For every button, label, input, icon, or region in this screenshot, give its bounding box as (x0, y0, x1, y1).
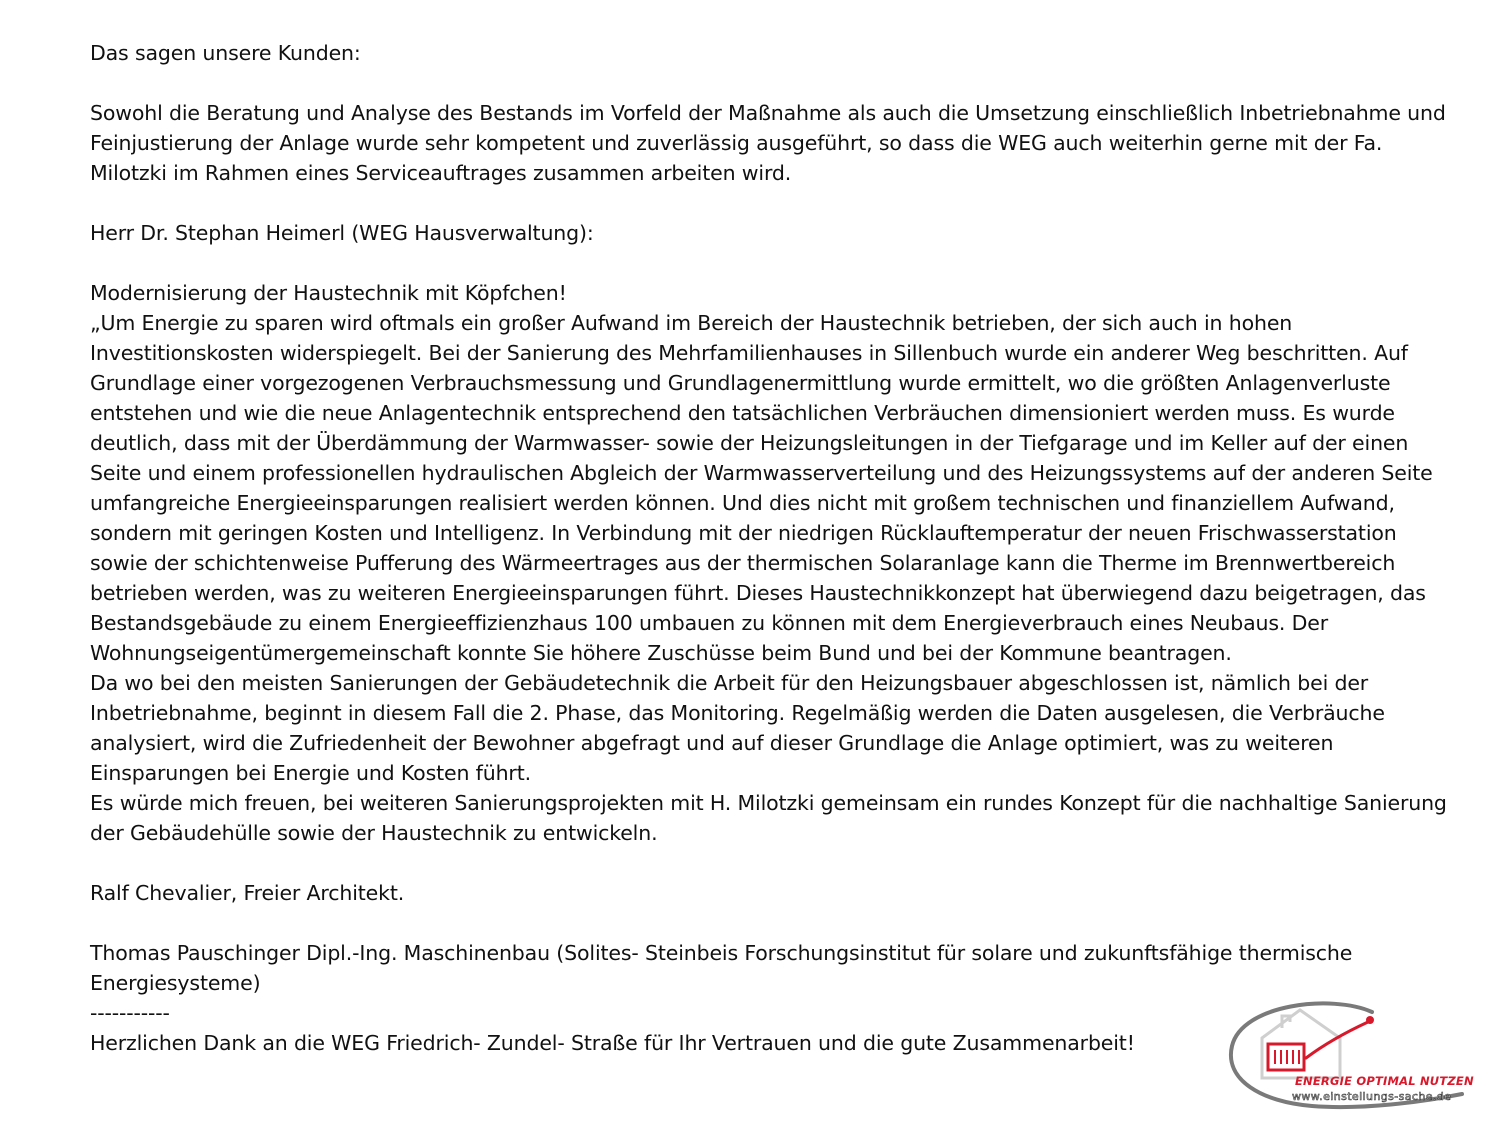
paragraph-line: „Um Energie zu sparen wird oftmals ein großer Aufwand im Bereich der Haustechnik betrieben, der sich auch in hohen (90, 311, 1293, 335)
company-logo (1222, 998, 1490, 1110)
paragraph-line: umfangreiche Energieeinsparungen realisiert werden können. Und dies nicht mit großem technischen und finanziellem Aufwand, (90, 491, 1395, 515)
author-line: Thomas Pauschinger Dipl.-Ing. Maschinenbau (Solites- Steinbeis Forschungsinstitut für solare und zukunftsfähige thermische (90, 941, 1353, 965)
paragraph-line: Investitionskosten widerspiegelt. Bei der Sanierung des Mehrfamilienhauses in Sillenbuch wurde ein anderer Weg beschritten. Auf (90, 341, 1408, 365)
dot-icon (1366, 1016, 1374, 1024)
blank-line (90, 248, 1475, 278)
paragraph-line: entstehen und wie die neue Anlagentechnik entsprechend den tatsächlichen Verbräuchen dimensioniert werden muss. Es wurde (90, 401, 1395, 425)
paragraph-line: Seite und einem professionellen hydraulischen Abgleich der Warmwasserverteilung und des Heizungssystems auf der anderen Seite (90, 461, 1433, 485)
paragraph-line: Da wo bei den meisten Sanierungen der Gebäudetechnik die Arbeit für den Heizungsbauer abgeschlossen ist, nämlich bei der (90, 671, 1369, 695)
separator-line: ----------- (90, 1001, 170, 1025)
paragraph-line: Sowohl die Beratung und Analyse des Bestands im Vorfeld der Maßnahme als auch die Umsetzung einschließlich Inbetriebnahme und (90, 101, 1446, 125)
heading-customers: Das sagen unsere Kunden: (90, 41, 361, 65)
paragraph-line: Grundlage einer vorgezogenen Verbrauchsmessung und Grundlagenermittlung wurde ermittelt, wo die größten Anlagenverluste (90, 371, 1391, 395)
author-line: Energiesysteme) (90, 971, 261, 995)
blank-line (90, 68, 1475, 98)
paragraph-line: Inbetriebnahme, beginnt in diesem Fall die 2. Phase, das Monitoring. Regelmäßig werden die Daten ausgelesen, die Verbräuche (90, 701, 1385, 725)
blank-line (90, 188, 1475, 218)
paragraph-line: Einsparungen bei Energie und Kosten führt. (90, 761, 531, 785)
author-line: Ralf Chevalier, Freier Architekt. (90, 881, 405, 905)
section-heading: Modernisierung der Haustechnik mit Köpfchen! (90, 281, 567, 305)
paragraph-line: deutlich, dass mit der Überdämmung der Warmwasser- sowie der Heizungsleitungen in der Tiefgarage und im Keller auf der einen (90, 431, 1409, 455)
paragraph-line: Feinjustierung der Anlage wurde sehr kompetent und zuverlässig ausgeführt, so dass die WEG auch weiterhin gerne mit der Fa. (90, 131, 1383, 155)
paragraph-line: analysiert, wird die Zufriedenheit der Bewohner abgefragt und auf dieser Grundlage die Anlage optimiert, was zu weiteren (90, 731, 1334, 755)
blank-line (90, 848, 1475, 878)
logo-url: www.einstellungs-sache.de (1292, 1090, 1452, 1103)
paragraph-line: sondern mit geringen Kosten und Intelligenz. In Verbindung mit der niedrigen Rücklauftemperatur der neuen Frischwasserstation (90, 521, 1397, 545)
paragraph-line: der Gebäudehülle sowie der Haustechnik zu entwickeln. (90, 821, 658, 845)
blank-line (90, 908, 1475, 938)
paragraph-line: Bestandsgebäude zu einem Energieeffizienzhaus 100 umbauen zu können mit dem Energieverbrauch eines Neubaus. Der (90, 611, 1328, 635)
thanks-line: Herzlichen Dank an die WEG Friedrich- Zundel- Straße für Ihr Vertrauen und die gute Zusammenarbeit! (90, 1031, 1135, 1055)
arrow-swoosh-icon (1306, 1022, 1368, 1058)
paragraph-line: Wohnungseigentümergemeinschaft konnte Sie höhere Zuschüsse beim Bund und bei der Kommune beantragen. (90, 641, 1232, 665)
logo-title: ENERGIE OPTIMAL NUTZEN (1295, 1074, 1474, 1088)
author-line: Herr Dr. Stephan Heimerl (WEG Hausverwaltung): (90, 221, 594, 245)
paragraph-line: sowie der schichtenweise Pufferung des Wärmeertrages aus der thermischen Solaranlage kann die Therme im Brennwertbereich (90, 551, 1396, 575)
paragraph-line: Milotzki im Rahmen eines Serviceauftrages zusammen arbeiten wird. (90, 161, 792, 185)
paragraph-line: Es würde mich freuen, bei weiteren Sanierungsprojekten mit H. Milotzki gemeinsam ein rundes Konzept für die nachhaltige Sanierung (90, 791, 1447, 815)
paragraph-line: betrieben werden, was zu weiteren Energieeinsparungen führt. Dieses Haustechnikkonzept hat überwiegend dazu beigetragen, das (90, 581, 1426, 605)
testimonial-text (90, 38, 1475, 1058)
